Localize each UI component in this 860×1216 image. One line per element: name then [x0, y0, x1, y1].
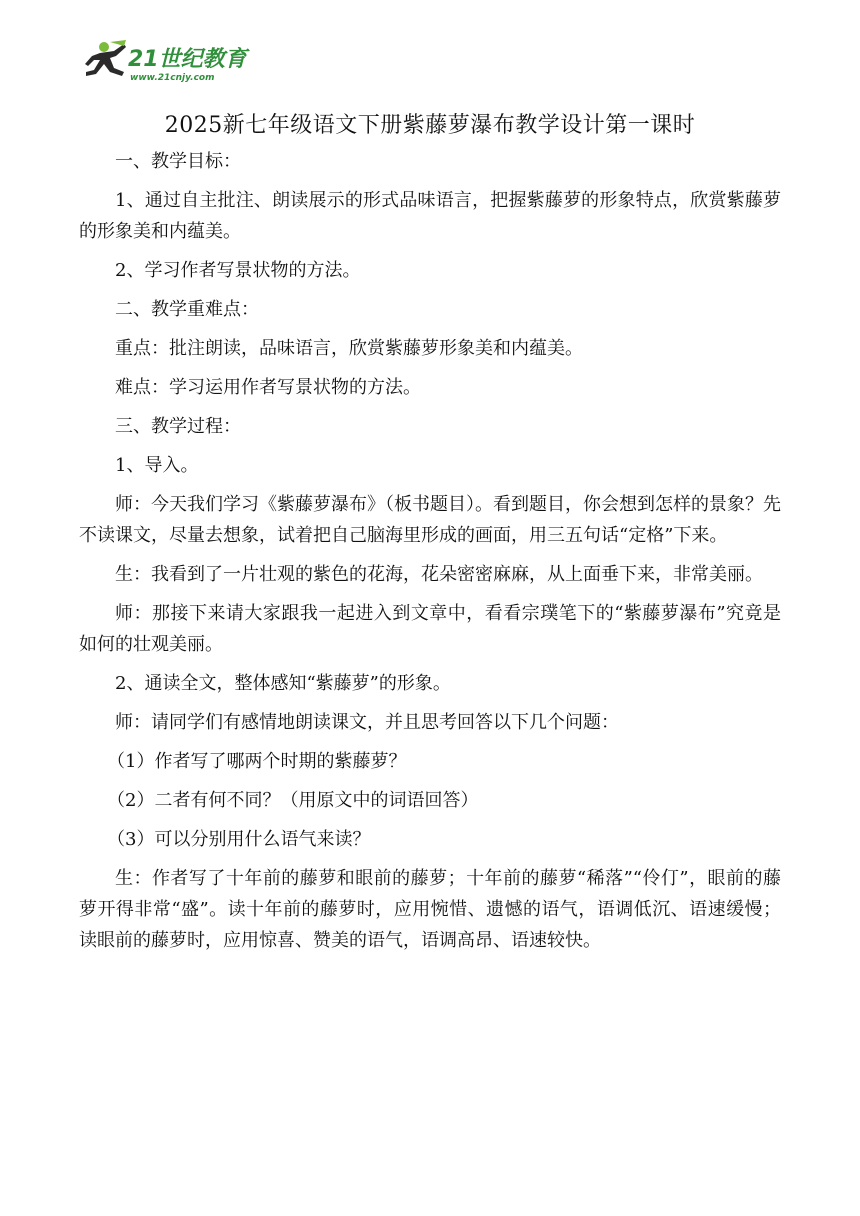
paragraph: 难点：学习运用作者写景状物的方法。 — [115, 377, 421, 398]
section-heading: 一、教学目标： — [115, 151, 241, 172]
paragraph: 1、通过自主批注、朗读展示的形式品味语言，把握紫藤萝的形象特点，欣赏紫藤萝的形象美和内蕴美。 — [79, 190, 781, 242]
runner-logo-icon — [80, 38, 250, 86]
question-item: （2）二者有何不同？（用原文中的词语回答） — [107, 790, 479, 811]
paragraph: 1、导入。 — [115, 455, 199, 476]
document-body — [79, 146, 781, 964]
section-heading: 二、教学重难点： — [115, 299, 259, 320]
paragraph: 生：我看到了一片壮观的紫色的花海，花朵密密麻麻，从上面垂下来，非常美丽。 — [115, 564, 763, 585]
paragraph: 师：那接下来请大家跟我一起进入到文章中，看看宗璞笔下的“紫藤萝瀑布”究竟是如何的壮观美丽。 — [79, 603, 781, 655]
svg-text:www.21cnjy.com: www.21cnjy.com — [130, 73, 215, 83]
paragraph: 2、通读全文，整体感知“紫藤萝”的形象。 — [115, 673, 451, 694]
site-logo — [80, 38, 250, 86]
paragraph: 生：作者写了十年前的藤萝和眼前的藤萝；十年前的藤萝“稀落”“伶仃”，眼前的藤萝开得非常“盛”。读十年前的藤萝时，应用惋惜、遗憾的语气，语调低沉、语速缓慢；读眼前的藤萝时，应用惊喜、赞美的语气，语调高昂、语速较快。 — [79, 868, 781, 951]
section-heading: 三、教学过程： — [115, 416, 241, 437]
paragraph: 重点：批注朗读，品味语言，欣赏紫藤萝形象美和内蕴美。 — [115, 338, 583, 359]
paragraph: 2、学习作者写景状物的方法。 — [115, 260, 361, 281]
paragraph: 师：请同学们有感情地朗读课文，并且思考回答以下几个问题： — [115, 712, 619, 733]
document-title: 2025新七年级语文下册紫藤萝瀑布教学设计第一课时 — [164, 113, 696, 138]
question-item: （1）作者写了哪两个时期的紫藤萝？ — [107, 751, 407, 772]
question-item: （3）可以分别用什么语气来读？ — [107, 829, 371, 850]
svg-text:21世纪教育: 21世纪教育 — [128, 47, 247, 72]
paragraph: 师：今天我们学习《紫藤萝瀑布》（板书题目）。看到题目，你会想到怎样的景象？先不读课文，尽量去想象，试着把自己脑海里形成的画面，用三五句话“定格”下来。 — [79, 494, 781, 546]
